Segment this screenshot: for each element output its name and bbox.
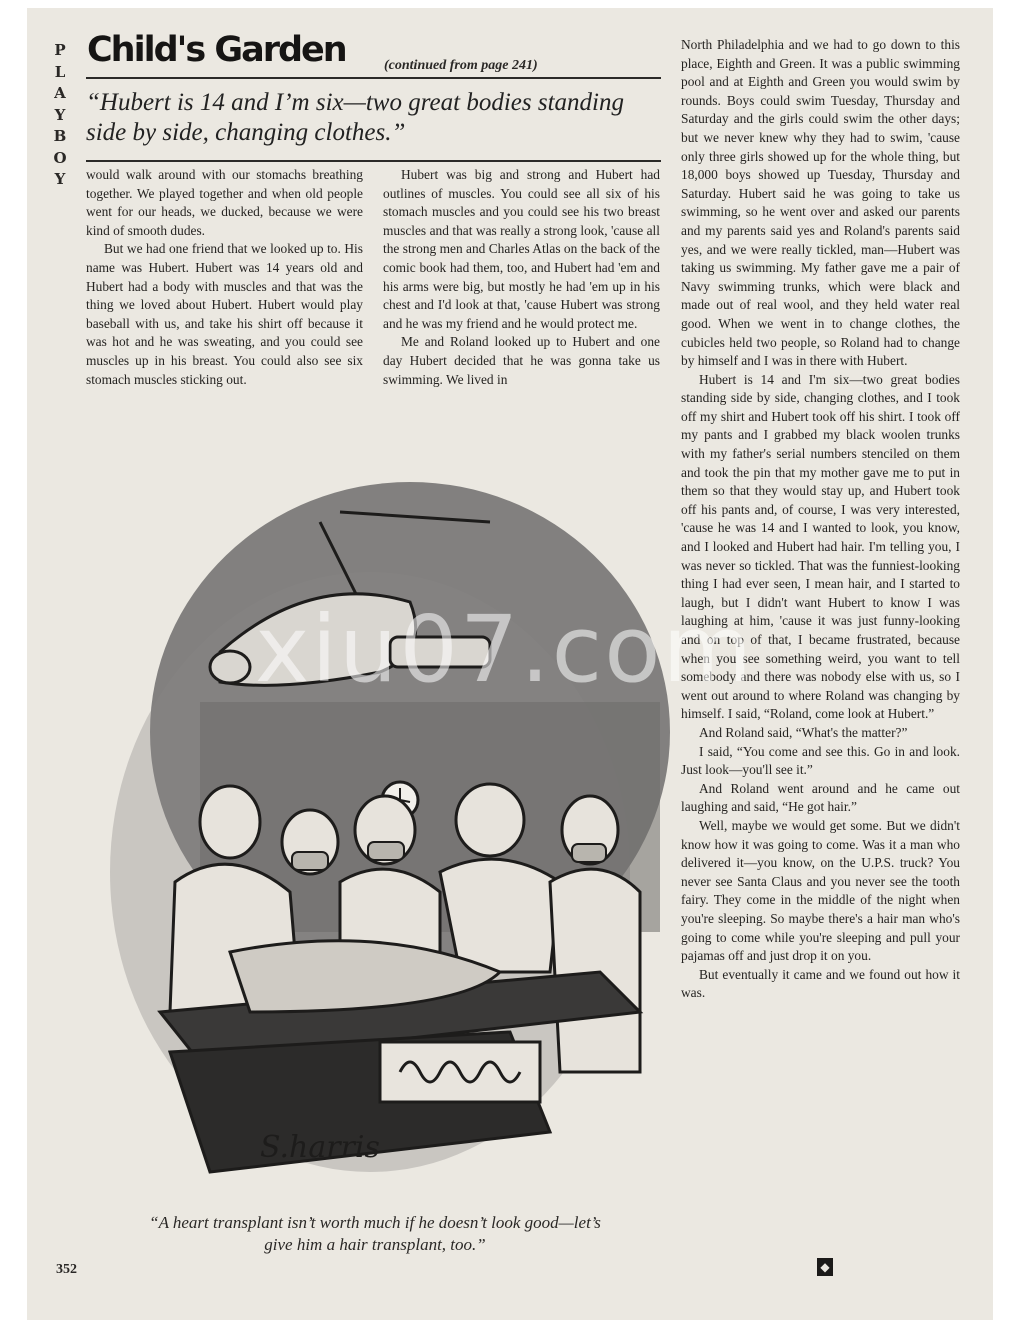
- paragraph: I said, “You come and see this. Go in and look. Just look—you'll see it.”: [681, 743, 960, 778]
- artist-signature: S.harris: [260, 1130, 380, 1165]
- text-column-1: [86, 166, 363, 389]
- playboy-masthead: [50, 40, 70, 191]
- paragraph: Hubert is 14 and I'm six—two great bodies standing side by side, changing clothes, and I took off my shirt and Hubert took off his shirt. I took off my pants and I grabbed my black woolen trunks with my father's serial numbers stenciled on them and took the pin that my mother gave me to put in them so that they would stay up, and Hubert took off his pants and, of course, I was very interested, 'cause he was 14 and I wanted to look, you know, and I looked and Hubert had hair. I'm telling you, I was never so tickled. That was the funniest-looking thing I had ever seen, I mean hair, and I started to laugh, but I didn't want Hubert to know I was laughing at him, 'cause it was just funny-looking and on top of that, I became frustrated, because when you see something weird, you want to tell somebody and there was nobody else with us, so I went out around to where Roland was changing by himself. I said, “Roland, come look at Hubert.”: [681, 371, 960, 722]
- masthead-letter: B: [53, 127, 67, 145]
- paragraph: would walk around with our stomachs breathing together. We played together and when old people went for our heads, we ducked, because we were kind of smooth dudes.: [86, 167, 363, 238]
- cartoon-illustration: [80, 452, 670, 1202]
- paragraph: Hubert was big and strong and Hubert had outlines of muscles. You could see all six of his stomach muscles and you could see his two breast muscles and that was really a strong look, 'cause all the strong men and Charles Atlas on the back of the comic book had them, too, and Hubert had 'em and his arms were big, but mostly he had 'em up in his chest and I'd look at that, 'cause Hubert was strong and he was my friend and he would protect me.: [383, 167, 660, 331]
- pull-quote-rule: [86, 160, 661, 162]
- instrument-tray: [380, 1042, 540, 1102]
- end-mark-icon: ◆: [817, 1258, 833, 1276]
- page-number: 352: [56, 1262, 77, 1277]
- article-title: Child's Garden: [87, 30, 346, 70]
- pull-quote: “Hubert is 14 and I’m six—two great bodies standing side by side, changing clothes.”: [86, 89, 624, 146]
- text-column-3: [681, 36, 960, 1003]
- continued-note: (continued from page 241): [384, 58, 538, 73]
- paragraph: North Philadelphia and we had to go down to this place, Eighth and Green. It was a public swimming pool and at Eighth and Green you would swim by rounds. Boys could swim Tuesday, Thursday and Saturday and the girls could swim the other days; but we never knew why they had to swim, 'cause only three girls showed up for the whole thing, but 18,000 boys showed up Tuesday, Thursday and Saturday. Hubert said he was going to take us swimming, so he went over and asked our parents and my parents said yes and Roland's parents said yes, and we were really tickled, man—Hubert was taking us swimming. My father gave me a pair of Navy swimming trunks, which were black and made out of real wool, and they held water real good. When we went in to change clothes, the cubicles held two people, so Roland had to change by himself and I was in there with Hubert.: [681, 37, 960, 369]
- masthead-letter: O: [53, 148, 67, 167]
- title-rule: [86, 77, 661, 79]
- cartoon-caption: “A heart transplant isn’t worth much if he doesn’t look good—let’s give him a hair transplant, too.”: [149, 1213, 601, 1254]
- paragraph: Well, maybe we would get some. But we didn't know how it was going to come. Was it a man who delivered it—you know, on the U.P.S. truck? You never see Santa Claus and you never see the tooth fairy. They come in the middle of the night when you're sleeping. So maybe there's a hair man who's going to come while you're sleeping and pull your pajamas off and just drop it on you.: [681, 817, 960, 964]
- masthead-letter: A: [54, 84, 66, 102]
- paragraph: But eventually it came and we found out how it was.: [681, 966, 960, 1001]
- text-column-2: [383, 166, 660, 389]
- paragraph: And Roland said, “What's the matter?”: [699, 724, 908, 740]
- masthead-letter: Y: [54, 170, 66, 188]
- paragraph: And Roland went around and he came out laughing and said, “He got hair.”: [681, 780, 960, 815]
- paragraph: Me and Roland looked up to Hubert and one day Hubert decided that he was gonna take us swimming. We lived in: [383, 334, 660, 387]
- masthead-letter: L: [54, 62, 66, 81]
- masthead-letter: P: [54, 41, 66, 59]
- masthead-letter: Y: [54, 105, 66, 124]
- watermark: xiu07.com: [255, 596, 755, 703]
- paragraph: But we had one friend that we looked up to. His name was Hubert. Hubert was 14 years old and Hubert had a body with muscles and that was the thing we loved about Hubert. Hubert would play baseball with us, and take his shirt off because it was hot and he was sweating, and you could see muscles up in his breast. You could also see six stomach muscles sticking out.: [86, 241, 363, 387]
